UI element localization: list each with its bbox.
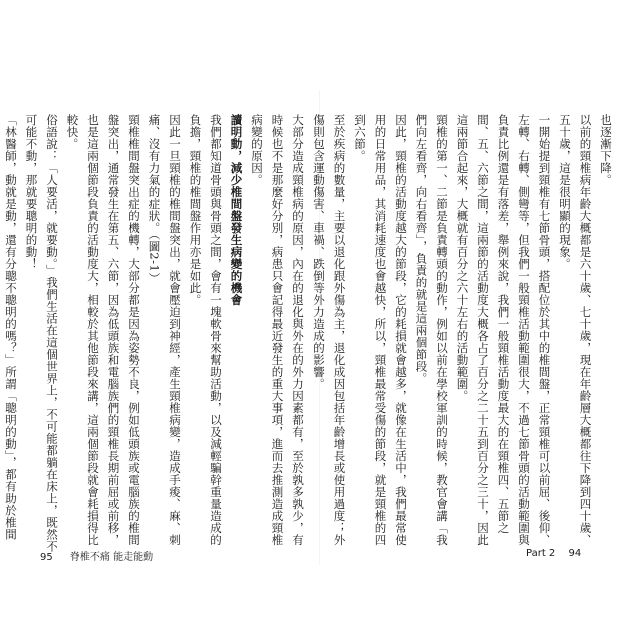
paragraph: 頸椎椎間盤突出症的機轉，大部分都是因為姿勢不良，例如低頭族或電腦族的椎間盤突出，通常發生在第五、六節，因為低頭族和電腦族們的頸椎長期前屈或前移，也是這兩個節段負責的活動度大，相較於其他節段來講，這兩個節段就會耗損得比較快。 [65,114,141,546]
paragraph: 因此，頸椎的活動度越大的節段，它的耗損就會越多，就像在生活中，我們最常使用的日常用品，其消耗速度也會越快，所以，頸椎最常受傷的節段，就是頸椎的四到六節。 [353,114,408,546]
right-page [312,96,616,566]
page-number: 95 [40,552,53,563]
paragraph: 頸椎的第一、二節是負責轉頭的動作，例如以前在學校軍訓的時候，教官會講「我們向左看齊，向右看齊」，負責的就是這兩個節段。 [414,114,449,546]
page-number: 94 [568,548,582,559]
right-footer [526,548,581,559]
book-title: 脊椎不痛 能走能動 [69,552,154,563]
paragraph: 俗語說：「人要活，就要動。」我們生活在這個世界上，不可能都躺在床上，既然不可能不動，那就要聰明的動！ [24,114,59,553]
paragraph: 因此一旦頸椎的椎間盤突出，就會壓迫到神經，產生頸椎病變，造成手痠、麻、刺痛、沒有力氣的症狀。（圖2-1） [147,114,182,546]
left-footer [40,548,153,563]
right-page-body [312,114,616,554]
paragraph: 大部分造成頸椎病的原因，內在的退化與外在的外力因素都有，至於孰多孰少，有時候也不是那麼好分別，病患只會記得最近發生的重大事項，進而去推測造成頸椎病變的原因。 [250,114,305,546]
part-label: Part 2 [526,548,556,559]
paragraph: 也逐漸下降。 [599,114,613,186]
paragraph: 以前的頸椎病年齡大概都是六十歲、七十歲，現在年齡層大概都往下降到四十歲、五十歲，這是很明顯的現象。 [558,114,593,546]
left-page [4,96,308,566]
paragraph: 一開始提到頸椎有七節骨頭，搭配位於其中的椎間盤，正常頸椎可以前屈、後仰、左轉、右轉、側彎等，但我們一般頸椎活動範圍很大，不過七節骨頭的活動範圍與負責比例還是有落差，舉例來說，我們一般頸椎活動度最大的在頸椎四、五節之間、五、六節之間，這兩節的活動度大概各占了百分之二十五到百分之三十，因此這兩節合起來，大概就有百分之六十左右的活動範圍。 [455,114,552,546]
paragraph: 我們都知道骨頭與骨頭之間，會有一塊軟骨來幫助活動，以及減輕騙幹重量造成的負擔，頸椎的椎間盤作用亦是如此。 [188,114,223,546]
section-heading: 讀明動，減少椎間盤發生病變的機會 [229,114,244,306]
left-page-body [4,114,308,554]
paragraph: 至於疾病的數量，主要以退化跟外傷為主，退化成因包括年齡增長或使用過度；外傷則包含運動傷害、車禍、跌倒等外力造成的影響。 [312,114,347,546]
paragraph: 「林醫師，動就是動，還有分聰不聰明的嗎？」所謂「聰明的動」，都有助於椎間 [4,114,18,541]
